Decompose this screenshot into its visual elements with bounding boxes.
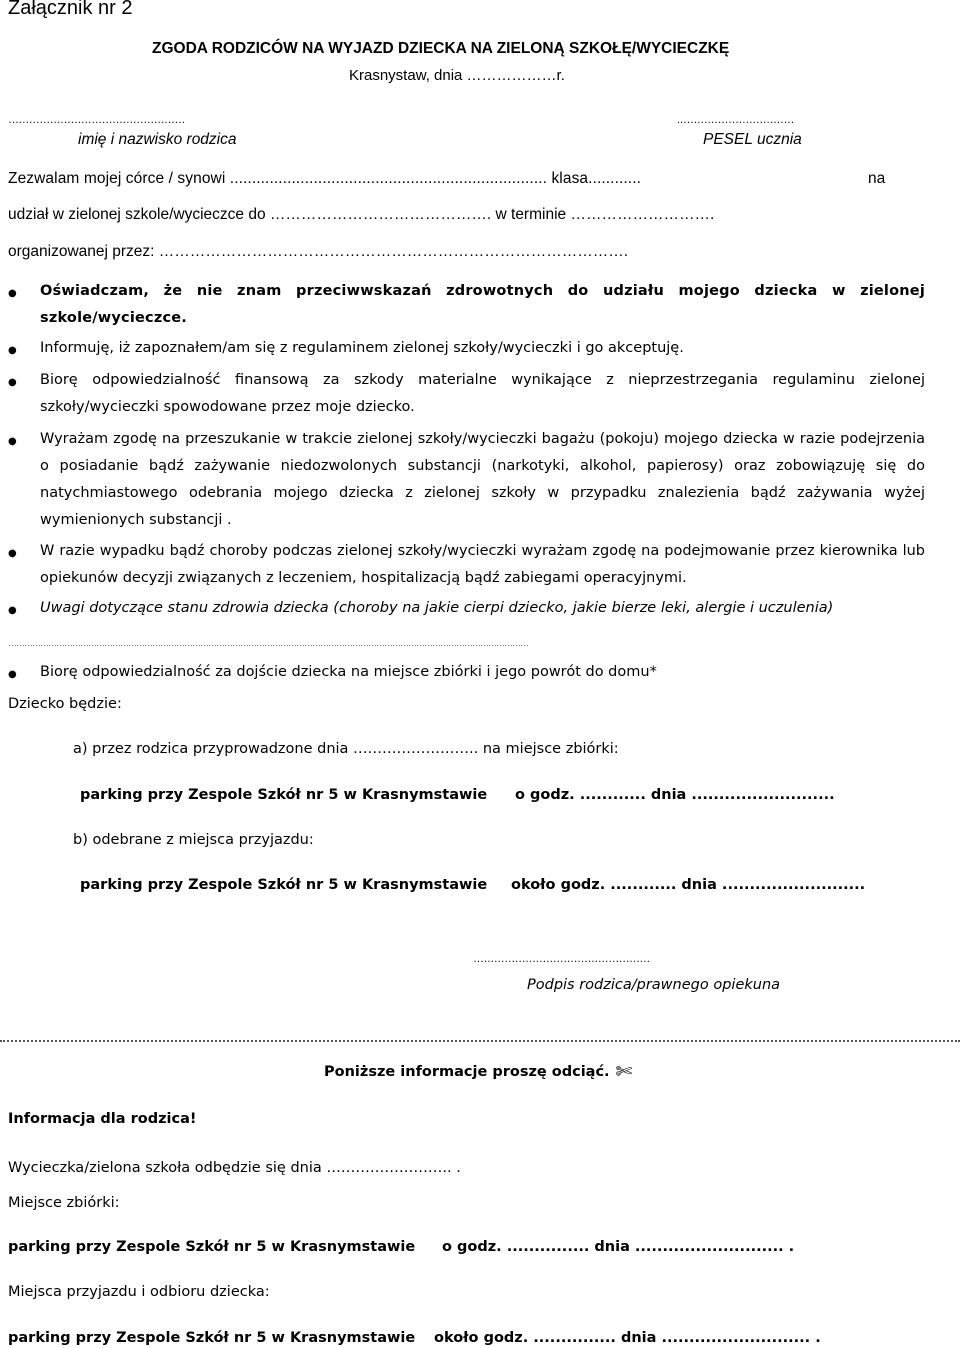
- statement-transport: Biorę odpowiedzialność za dojście dziecka na miejsce zbiórki i jego powrót do domu*: [40, 664, 657, 680]
- parent-name-label: imię i nazwisko rodzica: [78, 131, 237, 148]
- cut-line: [0, 1040, 960, 1042]
- consent-line[interactable]: Zezwalam mojej córce / synowi ........................................................................ klasa............: [8, 170, 642, 187]
- info-title: Informacja dla rodzica!: [8, 1111, 197, 1127]
- consent-na: na: [868, 170, 886, 187]
- statement-health-notes: Uwagi dotyczące stanu zdrowia dziecka (choroby na jakie cierpi dziecko, jakie bierze leki, alergie i uczulenia): [40, 600, 834, 616]
- info-meeting-parking: parking przy Zespole Szkół nr 5 w Krasnymstawie: [8, 1239, 416, 1255]
- bullet-icon: ●: [8, 669, 17, 680]
- statement-search: Wyrażam zgodę na przeszukanie w trakcie zielonej szkoły/wycieczki bagażu (pokoju) mojego dziecka w razie podejrzenia o posiadanie bądź zażywanie niedozwolonych substancji (narkotyki, alkohol, papierosy) oraz zobowiązuję się do natychmiastowego odebrania mojego dziecka z zielonej szkoły w przypadku znalezienia bądź zażywania wyżej wymienionych substancji .: [40, 431, 925, 528]
- bullet-icon: ●: [8, 436, 17, 447]
- cut-notice-text: Poniższe informacje proszę odciąć.: [324, 1064, 610, 1080]
- parent-name-dots[interactable]: ……………………………………………: [8, 114, 185, 126]
- signature-dots[interactable]: ……………………………………………: [473, 953, 650, 965]
- child-will-be-label: Dziecko będzie:: [8, 696, 122, 712]
- info-arrival-time[interactable]: około godz. ............... dnia ........................... .: [434, 1330, 821, 1346]
- bullet-icon: ●: [8, 288, 17, 299]
- health-notes-dots[interactable]: ……………………………………………………………………………………………………………………………………………………………………………: [8, 638, 528, 648]
- option-a-parking: parking przy Zespole Szkół nr 5 w Krasnymstawie: [80, 787, 488, 803]
- option-a-time[interactable]: o godz. ............ dnia ..........................: [515, 787, 835, 803]
- scissors-icon: ✄: [615, 1059, 633, 1083]
- option-a-line[interactable]: a) przez rodzica przyprowadzone dnia …………………….. na miejsce zbiórki:: [73, 741, 619, 757]
- info-arrival-parking: parking przy Zespole Szkół nr 5 w Krasnymstawie: [8, 1330, 416, 1346]
- signature-label: Podpis rodzica/prawnego opiekuna: [527, 977, 781, 993]
- info-arrival-label: Miejsca przyjazdu i odbioru dziecka:: [8, 1284, 270, 1300]
- organizer-line[interactable]: organizowanej przez: ……………………………………………………………………………….: [8, 243, 629, 260]
- info-trip-date[interactable]: Wycieczka/zielona szkoła odbędzie się dnia …………………….. .: [8, 1160, 461, 1176]
- bullet-icon: ●: [8, 345, 17, 356]
- statement-medical: W razie wypadku bądź choroby podczas zielonej szkoły/wycieczki wyrażam zgodę na podejmowanie przez kierownika lub opiekunów decyzji związanych z leczeniem, hospitalizacją bądź zabiegami operacyjnymi.: [40, 543, 925, 586]
- pesel-dots[interactable]: .……………………………: [677, 114, 794, 126]
- place-date: Krasnystaw, dnia ………………r.: [349, 67, 565, 84]
- option-b-line: b) odebrane z miejsca przyjazdu:: [73, 832, 314, 848]
- document-title: ZGODA RODZICÓW NA WYJAZD DZIECKA NA ZIELONĄ SZKOŁĘ/WYCIECZKĘ: [152, 40, 730, 57]
- info-meeting-label: Miejsce zbiórki:: [8, 1195, 120, 1211]
- bullet-icon: ●: [8, 548, 17, 559]
- info-meeting-time[interactable]: o godz. ............... dnia ........................... .: [442, 1239, 795, 1255]
- cut-notice: [324, 1059, 632, 1083]
- statement-financial: Biorę odpowiedzialność finansową za szkody materialne wynikające z nieprzestrzegania regulaminu zielonej szkoły/wycieczki spowodowane przez moje dziecko.: [40, 372, 925, 415]
- option-b-parking: parking przy Zespole Szkół nr 5 w Krasnymstawie: [80, 877, 488, 893]
- statement-regulations: Informuję, iż zapoznałem/am się z regulaminem zielonej szkoły/wycieczki i go akceptuję.: [40, 340, 684, 356]
- bullet-icon: ●: [8, 377, 17, 388]
- option-b-time[interactable]: około godz. ............ dnia ..........................: [511, 877, 866, 893]
- bullet-icon: ●: [8, 605, 17, 616]
- pesel-label: PESEL ucznia: [703, 131, 802, 148]
- statement-health: Oświadczam, że nie znam przeciwwskazań zdrowotnych do udziału mojego dziecka w zielonej szkole/wycieczce.: [40, 283, 925, 326]
- attachment-label: Załącznik nr 2: [8, 0, 133, 19]
- trip-destination-line[interactable]: udział w zielonej szkole/wycieczce do ……………………………………. w terminie ……………………….: [8, 206, 715, 223]
